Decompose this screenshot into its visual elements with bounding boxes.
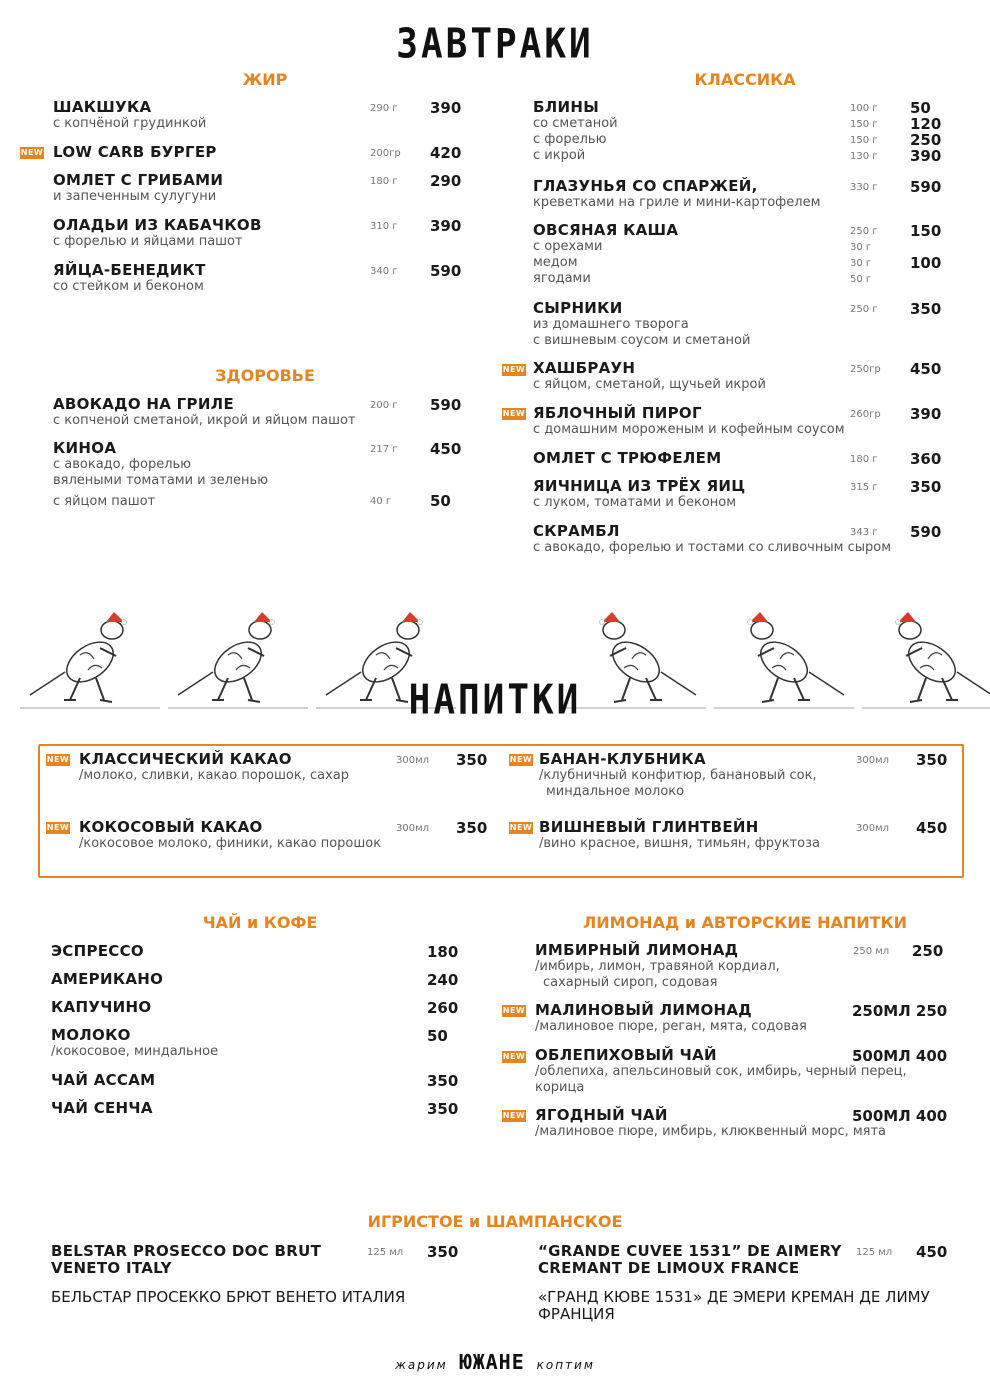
item-price: 240: [427, 971, 459, 989]
item-weight: 300мл: [396, 755, 430, 766]
item-name: КИНОА: [53, 439, 117, 457]
menu-item: [533, 360, 766, 393]
drink-item: [51, 1072, 155, 1089]
drink-item: [79, 819, 381, 852]
item-name: BELSTAR PROSECCO DOC BRUT: [51, 1242, 322, 1260]
item-desc: /облепиха, апельсиновый сок, имбирь, черный перец,: [535, 1064, 907, 1079]
item-name: VENETO ITALY: [51, 1259, 172, 1277]
wine-item: [538, 1243, 842, 1277]
item-weight: 343 г: [850, 527, 878, 538]
item-price: 350: [456, 819, 488, 837]
item-name: АМЕРИКАНО: [51, 970, 164, 988]
section-title-sparkling: ИГРИСТОЕ и ШАМПАНСКОЕ: [367, 1212, 623, 1231]
new-badge: NEW: [20, 148, 44, 157]
item-price: 350: [916, 751, 948, 769]
item-weight: 125 мл: [856, 1247, 893, 1258]
brand-logo: ЮЖАНЕ: [459, 1350, 525, 1374]
new-badge: NEW: [46, 755, 70, 764]
item-weight: 300мл: [856, 823, 890, 834]
item-price: 390: [430, 99, 462, 117]
item-price: 50: [427, 1027, 448, 1045]
item-name: CREMANT DE LIMOUX FRANCE: [538, 1259, 800, 1277]
item-weight: 290 г: [370, 103, 398, 114]
item-price: 590: [430, 262, 462, 280]
item-desc: вялеными томатами и зеленью: [53, 473, 269, 488]
item-price: 590: [910, 523, 942, 541]
drink-item: [535, 942, 780, 991]
item-weight: 300мл: [856, 755, 890, 766]
drink-item: [535, 1047, 907, 1096]
item-weight: 200гр: [370, 148, 401, 159]
item-name: КАПУЧИНО: [51, 998, 152, 1016]
item-desc: с домашним мороженым и кофейным соусом: [533, 422, 845, 437]
item-weight: 30 г: [850, 242, 872, 253]
item-name: ИМБИРНЫЙ ЛИМОНАД: [535, 941, 739, 959]
item-weight: 180 г: [850, 454, 878, 465]
new-badge: NEW: [502, 1052, 526, 1061]
new-badge: NEW: [509, 823, 533, 832]
menu-item-bliny: [533, 99, 618, 164]
item-price: 350: [456, 751, 488, 769]
item-desc: с копчёной грудинкой: [53, 116, 207, 131]
item-weight: 300мл: [396, 823, 430, 834]
item-price: 290: [430, 172, 462, 190]
item-price: 100: [910, 254, 942, 272]
item-name: ОБЛЕПИХОВЫЙ ЧАЙ: [535, 1046, 717, 1064]
item-desc: с яйцом, сметаной, щучьей икрой: [533, 377, 766, 392]
item-name: ЧАЙ АССАМ: [51, 1071, 156, 1089]
item-price: 350: [427, 1072, 459, 1090]
item-weight: 50 г: [850, 274, 872, 285]
item-desc: с форелью: [533, 132, 607, 147]
item-desc: /малиновое пюре, реган, мята, содовая: [535, 1019, 807, 1034]
new-badge: NEW: [502, 1111, 526, 1120]
item-price: 390: [910, 147, 942, 165]
section-title-tea-coffee: ЧАЙ и КОФЕ: [202, 913, 318, 932]
item-name-ru: ФРАНЦИЯ: [538, 1305, 615, 1323]
item-name-ru: БЕЛЬСТАР ПРОСЕККО БРЮТ ВЕНЕТО ИТАЛИЯ: [51, 1288, 406, 1306]
item-weight: 125 мл: [367, 1247, 404, 1258]
section-title-zdorovie: ЗДОРОВЬЕ: [215, 366, 315, 385]
brand-left: жарим: [395, 1358, 448, 1372]
item-name: ЧАЙ СЕНЧА: [51, 1099, 153, 1117]
section-title-zhir: ЖИР: [242, 70, 288, 89]
new-badge: NEW: [502, 1006, 526, 1015]
item-price: 420: [430, 144, 462, 162]
item-desc: /имбирь, лимон, травяной кордиал,: [535, 959, 780, 974]
item-addon-desc: с яйцом пашот: [53, 494, 156, 509]
item-weight: 250 г: [850, 226, 878, 237]
item-name: БЛИНЫ: [533, 98, 600, 116]
item-desc: ягодами: [533, 271, 591, 286]
item-name: МОЛОКО: [51, 1026, 131, 1044]
item-desc: с орехами: [533, 239, 603, 254]
brand-right: коптим: [536, 1358, 595, 1372]
item-weight: 330 г: [850, 182, 878, 193]
drink-item: [539, 819, 820, 852]
brand-footer: [0, 1350, 990, 1374]
item-desc: с форелью и яйцами пашот: [53, 234, 243, 249]
item-price: 260: [427, 999, 459, 1017]
item-name: КОКОСОВЫЙ КАКАО: [79, 818, 263, 836]
item-desc: с копченой сметаной, икрой и яйцом пашот: [53, 413, 356, 428]
item-weight: 100 г: [850, 103, 878, 114]
item-price: 590: [910, 178, 942, 196]
menu-item: [533, 178, 820, 211]
item-price: 50: [430, 492, 451, 510]
item-name: АВОКАДО НА ГРИЛЕ: [53, 395, 234, 413]
new-badge: NEW: [509, 755, 533, 764]
item-desc: сахарный сироп, содовая: [543, 975, 718, 990]
item-name: ХАШБРАУН: [533, 359, 636, 377]
item-price: 390: [910, 405, 942, 423]
item-price: 590: [430, 396, 462, 414]
item-name: ШАКШУКА: [53, 98, 152, 116]
menu-item: [53, 440, 268, 489]
item-price: 450: [916, 819, 948, 837]
item-weight: 150 г: [850, 119, 878, 130]
item-desc: /молоко, сливки, какао порошок, сахар: [79, 768, 349, 783]
item-weight: 30 г: [850, 258, 872, 269]
item-desc: с авокадо, форелью и тостами со сливочным сыром: [533, 540, 891, 555]
menu-item: [53, 99, 206, 132]
new-badge: NEW: [502, 365, 526, 374]
item-desc: /кокосовое, миндальное: [51, 1044, 219, 1059]
item-name: ОМЛЕТ С ТРЮФЕЛЕМ: [533, 449, 722, 467]
item-desc: со стейком и беконом: [53, 279, 204, 294]
item-price: 350: [910, 478, 942, 496]
menu-item-kasha: [533, 222, 678, 287]
item-desc: миндальное молоко: [546, 784, 685, 799]
item-name: БАНАН-КЛУБНИКА: [539, 750, 706, 768]
item-desc: /кокосовое молоко, финики, какао порошок: [79, 836, 382, 851]
item-name: ОМЛЕТ С ГРИБАМИ: [53, 171, 224, 189]
item-desc: со сметаной: [533, 116, 618, 131]
menu-item: [533, 405, 845, 438]
item-name: LOW CARB БУРГЕР: [53, 143, 217, 161]
item-weight: 180 г: [370, 176, 398, 187]
item-price: 500МЛ 400: [852, 1107, 948, 1125]
drink-item: [51, 1100, 153, 1117]
wine-item: [51, 1243, 321, 1277]
item-price: 180: [427, 943, 459, 961]
item-price: 390: [430, 217, 462, 235]
menu-item: [53, 172, 223, 205]
item-name: ЯИЧНИЦА ИЗ ТРЁХ ЯИЦ: [533, 477, 746, 495]
item-price: 50: [910, 99, 931, 117]
breakfast-title: ЗАВТРАКИ: [396, 20, 594, 69]
drink-item: [51, 971, 163, 988]
item-name-ru: «ГРАНД КЮВЕ 1531» ДЕ ЭМЕРИ КРЕМАН ДЕ ЛИМУ: [538, 1288, 930, 1306]
item-price: 500МЛ 400: [852, 1047, 948, 1065]
item-name: ЯЙЦА-БЕНЕДИКТ: [53, 261, 206, 279]
item-weight: 310 г: [370, 221, 398, 232]
item-price: 450: [916, 1243, 948, 1261]
menu-item: [533, 300, 750, 349]
item-name: ЭСПРЕССО: [51, 942, 144, 960]
item-desc: корица: [535, 1080, 585, 1095]
item-price: 350: [427, 1243, 459, 1261]
item-weight: 315 г: [850, 482, 878, 493]
item-name: МАЛИНОВЫЙ ЛИМОНАД: [535, 1001, 752, 1019]
drinks-title: НАПИТКИ: [408, 676, 582, 725]
item-desc: из домашнего творога: [533, 317, 689, 332]
item-price: 360: [910, 450, 942, 468]
item-name: СЫРНИКИ: [533, 299, 623, 317]
item-weight: 217 г: [370, 444, 398, 455]
item-price: 350: [910, 300, 942, 318]
menu-item: [533, 478, 746, 511]
menu-item: [53, 262, 206, 295]
menu-item: [53, 144, 217, 161]
item-weight: 340 г: [370, 266, 398, 277]
item-desc: креветками на гриле и мини-картофелем: [533, 195, 821, 210]
drink-item: [51, 1027, 218, 1060]
item-desc: и запеченным сулугуни: [53, 189, 217, 204]
item-price: 150: [910, 222, 942, 240]
item-price: 450: [430, 440, 462, 458]
item-name: ОВСЯНАЯ КАША: [533, 221, 679, 239]
drink-item: [535, 1107, 886, 1140]
item-weight: 130 г: [850, 151, 878, 162]
item-desc: /малиновое пюре, имбирь, клюквенный морс, мята: [535, 1124, 887, 1139]
item-desc: с икрой: [533, 148, 586, 163]
menu-item: [533, 523, 891, 556]
item-weight: 200 г: [370, 400, 398, 411]
item-price: 120: [910, 115, 942, 133]
drink-item: [79, 751, 349, 784]
item-desc: с авокадо, форелью: [53, 457, 192, 472]
item-weight: 150 г: [850, 135, 878, 146]
menu-item: [533, 450, 721, 467]
item-name: КЛАССИЧЕСКИЙ КАКАО: [79, 750, 292, 768]
item-price: 450: [910, 360, 942, 378]
item-weight: 40 г: [370, 496, 392, 507]
menu-item: [53, 217, 262, 250]
item-name: “GRANDE CUVEE 1531” DE AIMERY: [538, 1242, 842, 1260]
drink-item: [539, 751, 817, 800]
item-name: ВИШНЕВЫЙ ГЛИНТВЕЙН: [539, 818, 759, 836]
item-price: 250МЛ 250: [852, 1002, 948, 1020]
item-name: ЯГОДНЫЙ ЧАЙ: [535, 1106, 668, 1124]
item-price: 250: [910, 131, 942, 149]
item-desc: /клубничный конфитюр, банановый сок,: [539, 768, 817, 783]
item-name: ЯБЛОЧНЫЙ ПИРОГ: [533, 404, 702, 422]
item-desc: с луком, томатами и беконом: [533, 495, 737, 510]
item-desc: медом: [533, 255, 578, 270]
item-desc: /вино красное, вишня, тимьян, фруктоза: [539, 836, 820, 851]
section-title-lemonades: ЛИМОНАД и АВТОРСКИЕ НАПИТКИ: [582, 913, 908, 932]
item-name: ГЛАЗУНЬЯ СО СПАРЖЕЙ,: [533, 177, 758, 195]
item-name: ОЛАДЬИ ИЗ КАБАЧКОВ: [53, 216, 262, 234]
item-weight: 250 г: [850, 304, 878, 315]
menu-item: [53, 396, 356, 429]
item-weight: 260гр: [850, 409, 881, 420]
item-desc: с вишневым соусом и сметаной: [533, 333, 751, 348]
item-name: СКРАМБЛ: [533, 522, 620, 540]
item-price: 350: [427, 1100, 459, 1118]
section-title-klassika: КЛАССИКА: [694, 70, 796, 89]
new-badge: NEW: [46, 823, 70, 832]
drink-item: [535, 1002, 807, 1035]
item-weight: 250гр: [850, 364, 881, 375]
item-weight: 250 мл: [853, 946, 890, 957]
item-price: 250: [912, 942, 944, 960]
drink-item: [51, 999, 151, 1016]
new-badge: NEW: [502, 409, 526, 418]
drink-item: [51, 943, 144, 960]
